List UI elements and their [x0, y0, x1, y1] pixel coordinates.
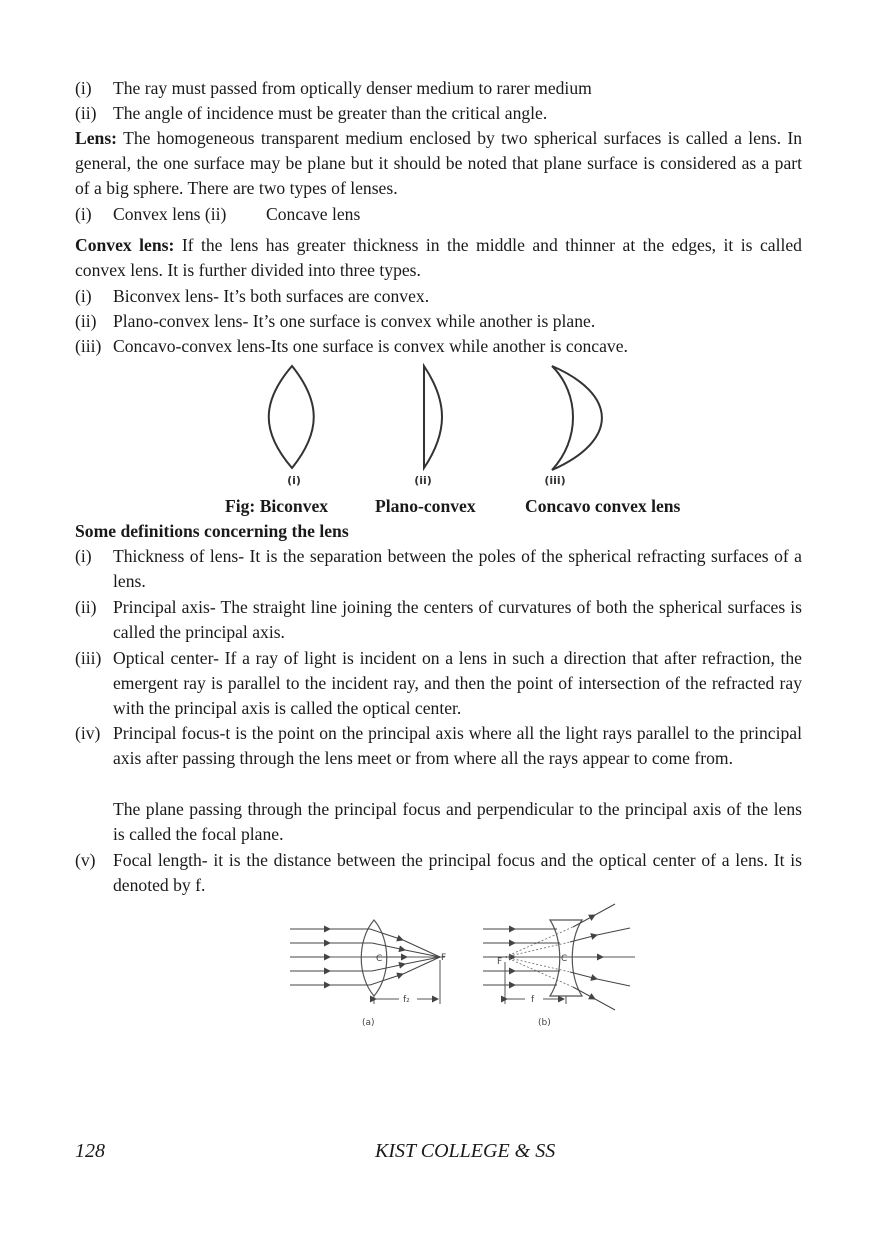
item-text: The ray must passed from optically denser medium to rarer medium [113, 78, 592, 98]
concavo-convex-lens-shape [552, 366, 602, 470]
convex-type-item [75, 284, 802, 309]
footer-publisher: KIST COLLEGE & SS [375, 1140, 556, 1162]
condition-item [75, 101, 802, 126]
item-number: (iv) [75, 723, 101, 743]
figure-label-i: (i) [287, 474, 301, 487]
item-number: (iii) [75, 648, 102, 668]
figure-caption-plano-convex: Plano-convex [375, 496, 476, 516]
item-text: Concavo-convex lens-Its one surface is convex while another is concave. [113, 336, 628, 356]
item-text: The angle of incidence must be greater than the critical angle. [113, 103, 548, 123]
item-number: (v) [75, 850, 96, 870]
convex-paragraph [75, 233, 802, 283]
item-number: (ii) [75, 103, 97, 123]
item-text: Focal length- it is the distance between the principal focus and the optical center of a lens. It is denoted by f. [113, 850, 802, 896]
definition-item [75, 848, 802, 898]
item-text: Principal axis- The straight line joining the centers of curvatures of both the spherical surfaces is called the principal axis. [113, 597, 802, 643]
diagram-label-b: (b) [538, 1018, 551, 1028]
item-text: Optical center- If a ray of light is incident on a lens in such a direction that after refraction, the emergent ray is parallel to the incident ray, and then the point of intersection of the refracted ray with the principal axis is called the optical center. [113, 648, 802, 719]
figure-label-ii: (ii) [414, 474, 432, 487]
lens-definition: The homogeneous transparent medium enclosed by two spherical surfaces is called a lens. In general, the one surface may be plane but it should be noted that plane surface is considered as a part of a big sphere. There are two types of lenses. [75, 128, 802, 199]
convex-type-item [75, 334, 802, 359]
optical-center-label: C [561, 954, 568, 964]
condition-item [75, 76, 802, 101]
focal-length-label: f₂ [403, 995, 410, 1005]
item-number: (ii) [75, 597, 97, 617]
focal-length-figure [285, 900, 645, 1030]
definition-item [75, 797, 802, 847]
item-number: (i) [75, 546, 92, 566]
optical-center-label: C [376, 954, 383, 964]
focus-label: F [441, 953, 447, 963]
definitions-heading: Some definitions concerning the lens [75, 521, 349, 541]
definition-item [75, 544, 802, 594]
figure-caption-concavo-convex: Concavo convex lens [525, 496, 681, 516]
item-number: (i) [75, 204, 92, 224]
convex-definition: If the lens has greater thickness in the middle and thinner at the edges, it is called convex lens. It is further divided into three types. [75, 235, 802, 281]
convex-type-item [75, 309, 802, 334]
item-number: (i) [75, 286, 92, 306]
lens-term: Lens: [75, 128, 118, 148]
item-text: Plano-convex lens- It’s one surface is convex while another is plane. [113, 311, 596, 331]
focus-label: F [497, 957, 503, 967]
lens-types-figure [255, 362, 625, 490]
convex-ray-diagram [290, 920, 446, 1028]
biconvex-lens-shape [269, 366, 314, 468]
item-text: Principal focus-t is the point on the principal axis where all the light rays parallel to the principal axis after passing through the lens meet or from where all the rays appear to come from. [113, 723, 802, 769]
plano-convex-lens-shape [424, 366, 442, 468]
concave-ray-diagram [483, 904, 635, 1028]
convex-term: Convex lens: [75, 235, 175, 255]
figure-caption-biconvex: Fig: Biconvex [225, 496, 329, 516]
focal-length-label: f [531, 995, 535, 1005]
lens-type-concave: Concave lens [266, 204, 361, 224]
definition-item [75, 595, 802, 645]
item-text: Biconvex lens- It’s both surfaces are convex. [113, 286, 430, 306]
figure-label-iii: (iii) [544, 474, 566, 487]
item-number: (i) [75, 78, 92, 98]
item-text: The plane passing through the principal focus and perpendicular to the principal axis of the lens is called the focal plane. [113, 799, 802, 845]
page-number: 128 [75, 1140, 105, 1162]
definition-item [75, 721, 802, 771]
lens-type-convex: Convex lens (ii) [113, 204, 227, 224]
definition-item [75, 646, 802, 722]
diagram-label-a: (a) [362, 1018, 375, 1028]
item-text: Thickness of lens- It is the separation between the poles of the spherical refracting surfaces of a lens. [113, 546, 802, 592]
item-number: (ii) [75, 311, 97, 331]
lens-paragraph [75, 126, 802, 202]
item-number: (iii) [75, 336, 102, 356]
